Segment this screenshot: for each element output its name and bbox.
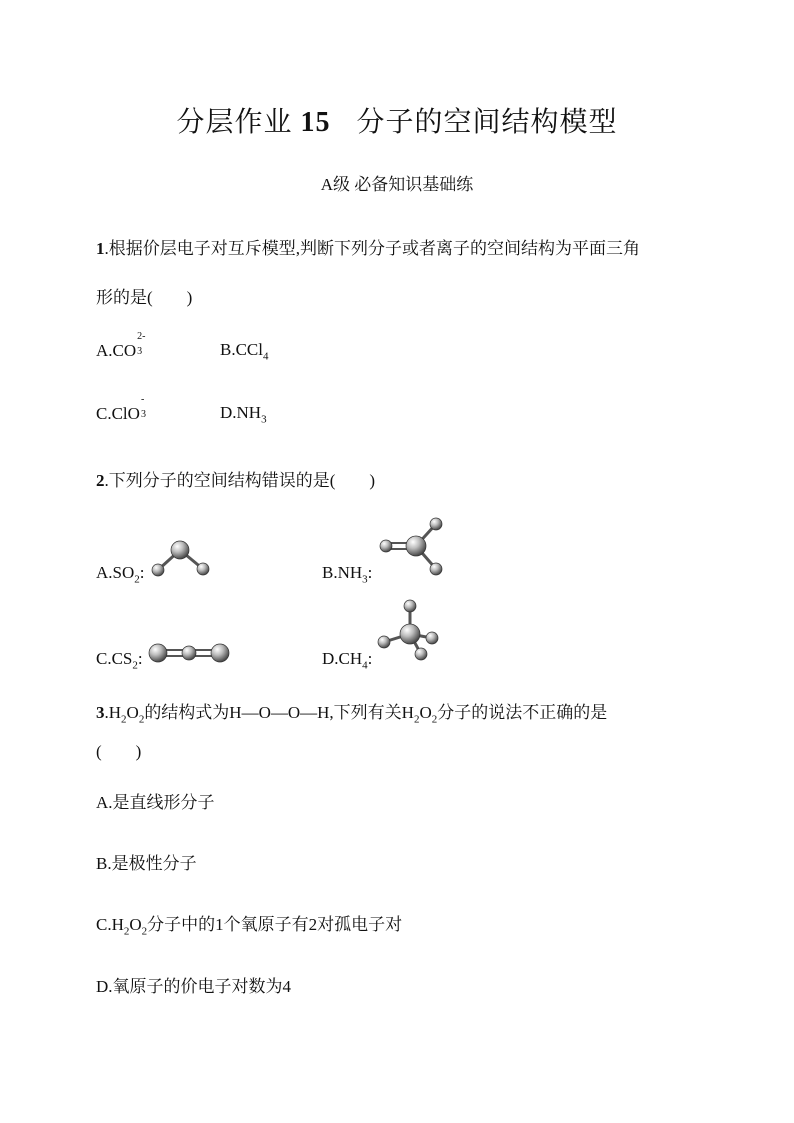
q1-stem-line2: 形的是( ) <box>96 288 193 307</box>
q3-sub-3: 2 <box>413 713 420 726</box>
q1-a-charge: 2- <box>137 331 146 342</box>
q3-stem-line2: ( ) <box>96 742 142 761</box>
q3-text-1: .H <box>104 703 122 722</box>
q1-stem-text: .根据价层电子对互斥模型,判断下列分子或者离子的空间结构为平面三角 <box>104 239 640 258</box>
q2-option-a[interactable] <box>96 563 145 585</box>
q1-a-text: A.CO <box>96 341 137 360</box>
q2-b-subscript: 3 <box>362 573 368 586</box>
q3-number: 3 <box>96 703 105 722</box>
q3-text-3: 的结构式为H—O—O—H,下列有关H <box>144 703 414 722</box>
q3-c-text-3: 分子中的1个氧原子有2对孤电子对 <box>147 915 403 934</box>
q2-b-colon: : <box>367 563 373 582</box>
q2-d-subscript: 4 <box>362 659 368 672</box>
q3-sub-2: 2 <box>138 713 145 726</box>
q2-b-text: B.NH <box>322 563 363 582</box>
title-number: 15 <box>300 107 331 138</box>
q3-stem-line1 <box>96 698 607 725</box>
title-suffix: 分子的空间结构模型 <box>356 107 618 138</box>
q2-d-colon: : <box>367 649 373 668</box>
q1-option-a[interactable] <box>96 331 150 361</box>
nh3-model <box>372 512 452 582</box>
q2-option-b[interactable] <box>322 563 372 585</box>
q1-c-text: C.ClO <box>96 404 140 423</box>
q3-text-5: 分子的说法不正确的是 <box>437 703 608 722</box>
q2-d-text: D.CH <box>322 649 363 668</box>
q1-c-subscript: 3 <box>140 409 146 420</box>
q3-c-sub-2: 2 <box>141 925 148 938</box>
q2-c-subscript: 2 <box>132 659 138 672</box>
q1-number: 1 <box>96 239 105 258</box>
so2-bent-model <box>146 536 216 582</box>
q2-option-d[interactable] <box>322 649 372 671</box>
q3-text-4: O <box>419 703 432 722</box>
q2-stem-text: .下列分子的空间结构错误的是( ) <box>104 471 376 490</box>
title-prefix: 分层作业 <box>176 107 293 138</box>
q1-option-c[interactable] <box>96 394 154 424</box>
q3-c-text-2: O <box>129 915 142 934</box>
q3-sub-4: 2 <box>431 713 438 726</box>
q1-option-d[interactable] <box>220 403 267 425</box>
q2-a-subscript: 2 <box>134 573 140 586</box>
q1-d-text: D.NH <box>220 403 262 422</box>
q1-b-text: B.CCl <box>220 340 263 359</box>
q2-a-colon: : <box>139 563 145 582</box>
q3-option-b[interactable]: B.是极性分子 <box>96 854 197 873</box>
page-title <box>0 100 794 140</box>
q3-c-sub-1: 2 <box>123 925 130 938</box>
q3-option-a[interactable]: A.是直线形分子 <box>96 793 215 812</box>
q3-option-c[interactable] <box>96 910 402 937</box>
q3-sub-1: 2 <box>121 713 127 726</box>
q1-a-subscript: 3 <box>137 346 143 357</box>
section-heading: A级 必备知识基础练 <box>320 175 474 194</box>
q2-number: 2 <box>96 471 105 490</box>
q1-stem-line1 <box>96 234 640 259</box>
q2-c-text: C.CS <box>96 649 133 668</box>
q3-option-d[interactable]: D.氧原子的价电子对数为4 <box>96 977 292 996</box>
q1-d-subscript: 3 <box>261 413 267 426</box>
q1-b-subscript: 4 <box>263 350 269 363</box>
q2-stem <box>96 466 375 491</box>
q3-c-text-1: C.H <box>96 915 124 934</box>
ch4-model <box>372 596 448 664</box>
q2-a-text: A.SO <box>96 563 135 582</box>
q2-c-colon: : <box>137 649 143 668</box>
q3-text-2: O <box>126 703 139 722</box>
cs2-linear-model <box>146 640 234 666</box>
q1-c-charge: - <box>140 394 145 405</box>
q2-option-c[interactable] <box>96 649 143 671</box>
q1-option-b[interactable] <box>220 340 269 362</box>
